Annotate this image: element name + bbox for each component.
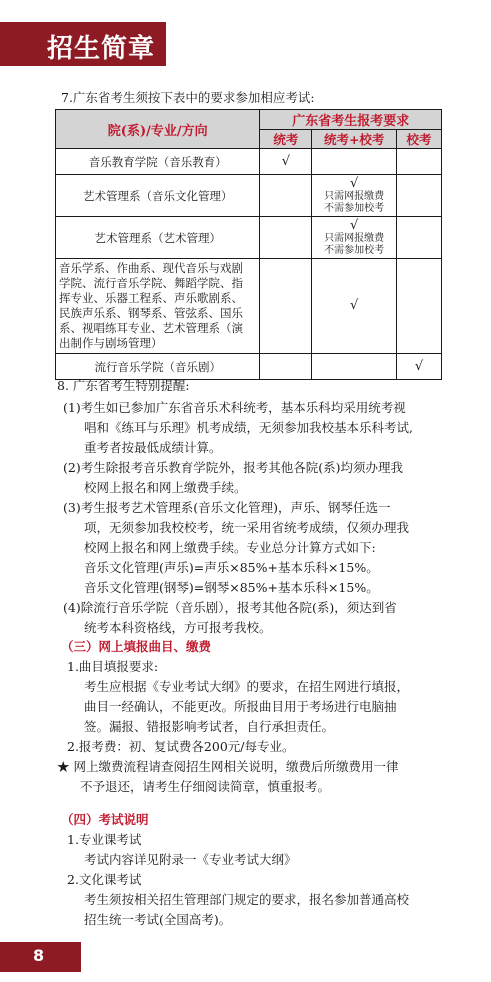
section-3-line: 曲目一经确认，不能更改。所报曲目用于考场进行电脑抽 <box>84 699 397 714</box>
section-3-line: 不予退还，请考生仔细阅读简章，慎重报考。 <box>80 779 331 794</box>
section-4-line: 1.专业课考试 <box>67 832 142 847</box>
table-row <box>56 149 442 175</box>
row-major: 音乐教育学院（音乐教育） <box>56 149 260 175</box>
section-3-line: 2.报考费：初、复试费各200元/每专业。 <box>67 739 295 754</box>
requirements-table <box>55 109 442 380</box>
section-4-line: 招生统一考试(全国高考)。 <box>84 912 232 927</box>
item-8-line: 校网上报名和网上缴费手续。专业总分计算方式如下: <box>84 540 376 555</box>
section-4-title: （四）考试说明 <box>61 812 149 827</box>
check-mark: √ <box>281 153 290 169</box>
note-line-2: 不需参加校考 <box>324 244 385 256</box>
section-3-line: ★ 网上缴费流程请查阅招生网相关说明，缴费后所缴费用一律 <box>57 759 399 774</box>
note-line-1: 只需网报缴费 <box>324 190 385 202</box>
item-8-line: (2)考生除报考音乐教育学院外，报考其他各院(系)均须办理我 <box>63 460 403 475</box>
table-header-unified-school: 统考+校考 <box>312 130 397 149</box>
check-mark: √ <box>350 217 359 233</box>
row-major: 艺术管理系（音乐文化管理） <box>56 175 260 217</box>
page-title: 招生简章 <box>47 34 156 64</box>
table-header-group: 广东省考生报考要求 <box>260 110 442 130</box>
check-mark: √ <box>350 175 359 191</box>
table-header-major: 院(系)/专业/方向 <box>56 110 260 149</box>
section-4-line: 考生须按相关招生管理部门规定的要求，报名参加普通高校 <box>84 892 410 907</box>
table-header-unified: 统考 <box>260 130 312 149</box>
item-8-line: (1)考生如已参加广东省音乐术科统考，基本乐科均采用统考视 <box>63 400 406 415</box>
item-8-line: 校网上报名和网上缴费手续。 <box>84 480 247 495</box>
item-8-line: 唱和《练耳与乐理》机考成绩，无须参加我校基本乐科考试, <box>84 420 413 435</box>
table-row <box>56 259 442 354</box>
item-8-line: 音乐文化管理(声乐)=声乐×85%+基本乐科×15%。 <box>84 560 379 575</box>
section-3-line: 签。漏报、错报影响考试者，自行承担责任。 <box>84 719 335 734</box>
major-line: 挥专业、乐器工程系、声乐歌剧系、 <box>59 291 243 305</box>
section-4-line: 2.文化课考试 <box>67 872 142 887</box>
row-major: 流行音乐学院（音乐剧） <box>56 354 260 380</box>
table-header-school: 校考 <box>397 130 442 149</box>
major-line: 民族声乐系、钢琴系、管弦系、国乐 <box>59 306 243 320</box>
item-8-line: 重考者按最低成绩计算。 <box>84 440 222 455</box>
check-mark: √ <box>350 298 359 313</box>
section-4-line: 考试内容详见附录一《专业考试大纲》 <box>84 852 297 867</box>
note-line-1: 只需网报缴费 <box>324 232 385 244</box>
section-3-line: 1.曲目填报要求: <box>67 659 159 674</box>
row-major-multi <box>56 259 260 354</box>
item-8-line: 音乐文化管理(钢琴)=钢琴×85%+基本乐科×15%。 <box>84 580 379 595</box>
item-8-line: (3)考生报考艺术管理系(音乐文化管理)，声乐、钢琴任选一 <box>63 500 391 515</box>
item-8-title: 8. 广东省考生特别提醒: <box>57 378 190 393</box>
section-3-title: （三）网上填报曲目、缴费 <box>61 639 212 654</box>
table-row <box>56 217 442 259</box>
header-band <box>0 22 166 66</box>
major-line: 音乐学系、作曲系、现代音乐与戏剧 <box>59 261 243 275</box>
item-7-text: 7.广东省考生须按下表中的要求参加相应考试: <box>61 90 315 105</box>
table-row <box>56 175 442 217</box>
major-line: 学院、流行音乐学院、舞蹈学院、指 <box>59 276 243 290</box>
footer-band <box>0 942 81 972</box>
item-8-line: 统考本科资格线，方可报考我校。 <box>84 620 272 635</box>
check-mark: √ <box>414 358 424 374</box>
section-3-line: 考生应根据《专业考试大纲》的要求，在招生网进行填报， <box>84 679 410 694</box>
item-8-line: (4)除流行音乐学院（音乐剧），报考其他各院(系)，须达到省 <box>63 600 397 615</box>
row-major: 艺术管理系（艺术管理） <box>56 217 260 259</box>
major-line: 出制作与剧场管理） <box>59 336 163 350</box>
item-8-line: 项，无须参加我校校考，统一采用省统考成绩，仅须办理我 <box>84 520 410 535</box>
major-line: 系、视唱练耳专业、艺术管理系（演 <box>59 321 243 335</box>
note-line-2: 不需参加校考 <box>324 202 385 214</box>
page-number: 8 <box>33 946 45 965</box>
